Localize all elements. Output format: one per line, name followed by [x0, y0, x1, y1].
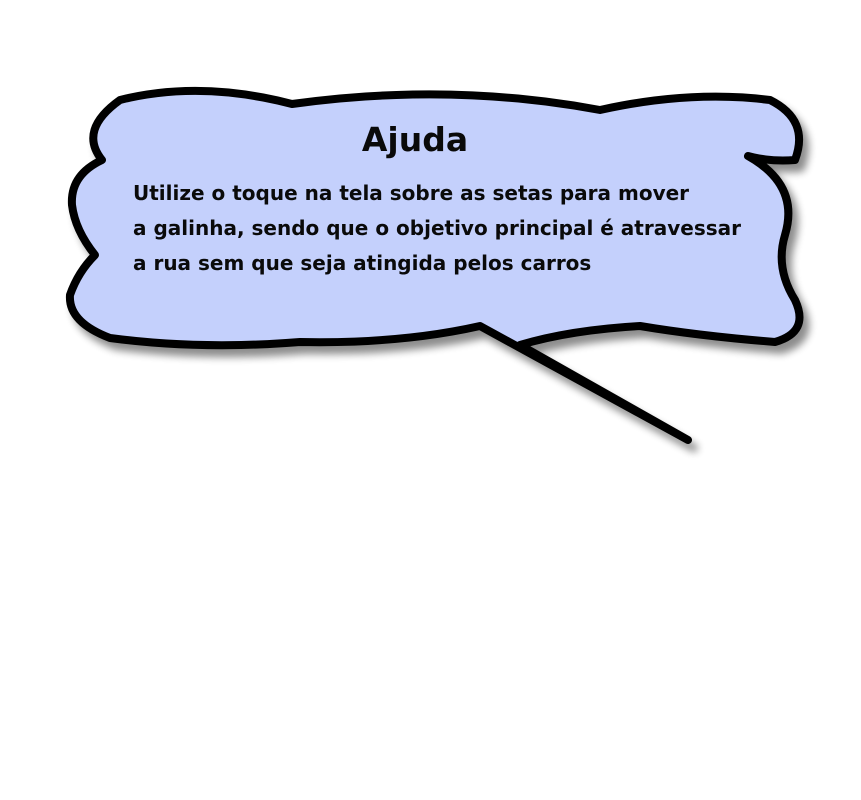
help-text-line: Utilize o toque na tela sobre as setas para mover	[133, 181, 690, 205]
help-title: Ajuda	[361, 120, 469, 159]
help-text-line: a rua sem que seja atingida pelos carros	[133, 251, 592, 275]
help-text	[133, 176, 773, 281]
help-text-line: a galinha, sendo que o objetivo principal é atravessar	[133, 216, 741, 240]
